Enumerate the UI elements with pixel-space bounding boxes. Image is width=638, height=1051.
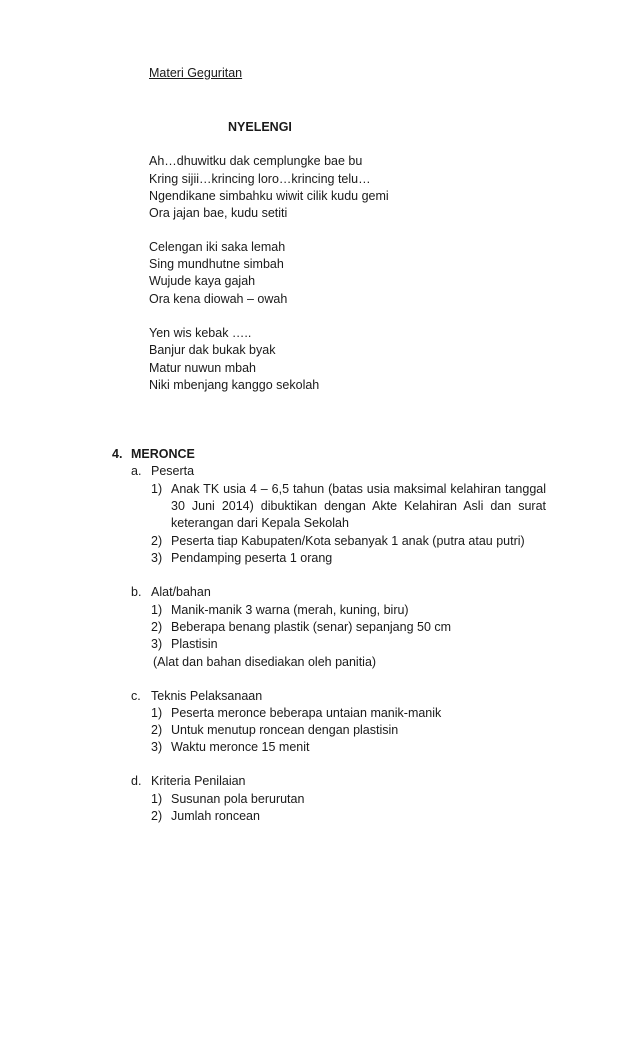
list-item: Peserta tiap Kabupaten/Kota sebanyak 1 anak (putra atau putri) (171, 534, 525, 548)
poem-line: Kring sijii…krincing loro…krincing telu… (149, 172, 371, 186)
section-title: MERONCE (131, 447, 195, 461)
list-item: Peserta meronce beberapa untaian manik-manik (171, 706, 442, 720)
subsection-title: Peserta (151, 464, 195, 478)
subsection-title: Teknis Pelaksanaan (151, 689, 263, 703)
item-number: 1) (151, 792, 163, 806)
list-item: Beberapa benang plastik (senar) sepanjang 50 cm (171, 620, 452, 634)
poem-line: Yen wis kebak ….. (149, 326, 252, 340)
item-number: 3) (151, 740, 163, 754)
list-item: Susunan pola berurutan (171, 792, 305, 806)
poem-title: NYELENGI (228, 120, 292, 134)
poem-line: Ora jajan bae, kudu setiti (149, 206, 288, 220)
subsection-title: Alat/bahan (151, 585, 211, 599)
list-item: Plastisin (171, 637, 218, 651)
materials-note: (Alat dan bahan disediakan oleh panitia) (153, 655, 377, 669)
poem-line: Sing mundhutne simbah (149, 257, 284, 271)
subsection-marker: b. (131, 585, 142, 599)
item-number: 3) (151, 551, 163, 565)
item-number: 1) (151, 482, 163, 496)
poem-line: Matur nuwun mbah (149, 361, 257, 375)
item-number: 1) (151, 706, 163, 720)
poem-line: Banjur dak bukak byak (149, 343, 276, 357)
poem-line: Celengan iki saka lemah (149, 240, 286, 254)
list-item: Manik-manik 3 warna (merah, kuning, biru) (171, 603, 409, 617)
item-number: 2) (151, 809, 163, 823)
item-number: 2) (151, 620, 163, 634)
subsection-marker: d. (131, 774, 142, 788)
list-item-line: keterangan dari Kepala Sekolah (171, 516, 349, 530)
poem-line: Ora kena diowah – owah (149, 292, 288, 306)
poem-line: Ah…dhuwitku dak cemplungke bae bu (149, 154, 363, 168)
item-number: 3) (151, 637, 163, 651)
list-item-line: Anak TK usia 4 – 6,5 tahun (batas usia maksimal kelahiran tanggal (171, 482, 546, 496)
poem-line: Ngendikane simbahku wiwit cilik kudu gemi (149, 189, 389, 203)
list-item: Pendamping peserta 1 orang (171, 551, 333, 565)
item-number: 1) (151, 603, 163, 617)
section-number: 4. (112, 447, 123, 461)
list-item: Untuk menutup roncean dengan plastisin (171, 723, 399, 737)
poem-line: Wujude kaya gajah (149, 274, 256, 288)
materi-heading: Materi Geguritan (149, 66, 243, 80)
subsection-marker: a. (131, 464, 142, 478)
subsection-title: Kriteria Penilaian (151, 774, 246, 788)
poem-line: Niki mbenjang kanggo sekolah (149, 378, 320, 392)
list-item: Waktu meronce 15 menit (171, 740, 310, 754)
item-number: 2) (151, 534, 163, 548)
item-number: 2) (151, 723, 163, 737)
subsection-marker: c. (131, 689, 141, 703)
list-item: Jumlah roncean (171, 809, 260, 823)
list-item-line: 30 Juni 2014) dibuktikan dengan Akte Kelahiran Asli dan surat (171, 499, 546, 513)
